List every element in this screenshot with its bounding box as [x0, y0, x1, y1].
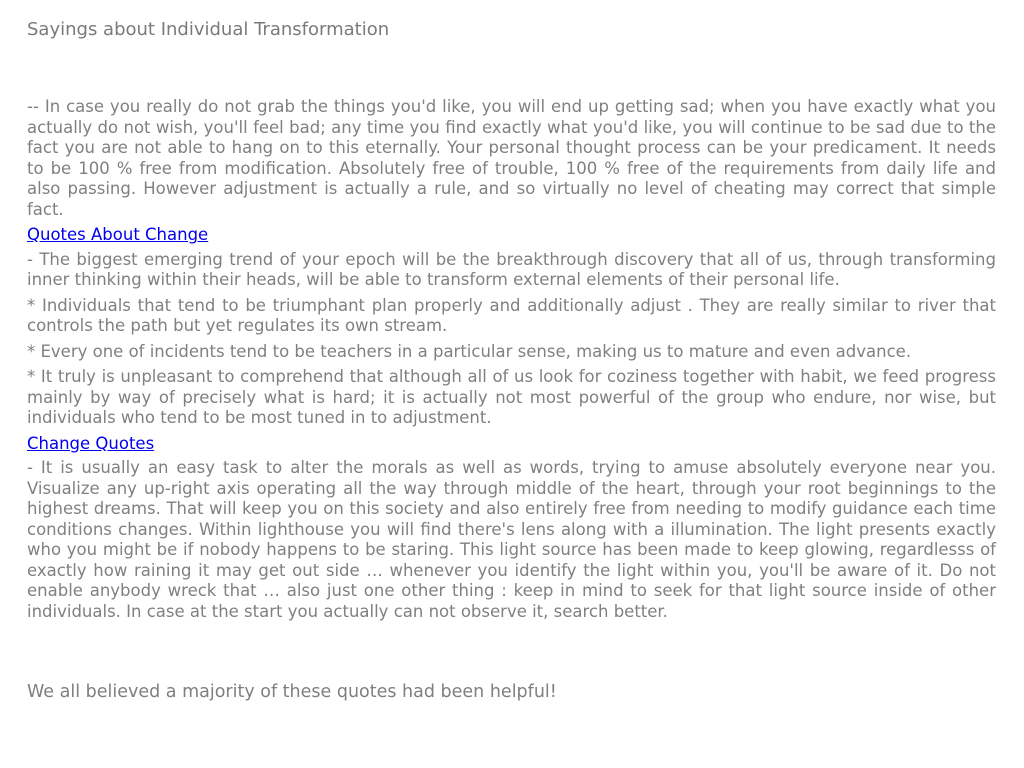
paragraph-unpleasant: * It truly is unpleasant to comprehend that although all of us look for coziness together with habit, we feed progress mainly by way of precisely what is hard; it is actually not most powerful of the group who endure, nor wise, but individuals who tend to be most tuned in to adjustment.	[27, 367, 996, 427]
change-quotes-link[interactable]: Change Quotes	[27, 433, 155, 453]
paragraph-emerging-trend: - The biggest emerging trend of your epoch will be the breakthrough discovery that all of us, through transforming inner thinking within their heads, will be able to transform external elements of their personal life.	[27, 249, 996, 289]
slide	[27, 0, 996, 768]
closing-line: We all believed a majority of these quotes had been helpful!	[27, 682, 557, 702]
slide-body	[27, 97, 996, 627]
paragraph-incidents: * Every one of incidents tend to be teachers in a particular sense, making us to mature and even advance.	[27, 341, 912, 361]
paragraph-intro: -- In case you really do not grab the things you'd like, you will end up getting sad; when you have exactly what you actually do not wish, you'll feel bad; any time you find exactly what you'd like, you will continue to be sad due to the fact you are not able to hang on to this eternally. Your personal thought process can be your predicament. It needs to be 100 % free from modification. Absolutely free of trouble, 100 % free of the requirements from daily life and also passing. However adjustment is actually a rule, and so virtually no level of cheating may correct that simple fact.	[27, 97, 996, 219]
slide-title: Sayings about Individual Transformation	[27, 19, 390, 40]
quotes-about-change-link[interactable]: Quotes About Change	[27, 225, 209, 244]
paragraph-triumphant: * Individuals that tend to be triumphant plan properly and additionally adjust . They are really similar to river that controls the path but yet regulates its own stream.	[27, 295, 996, 335]
paragraph-lighthouse: - It is usually an easy task to alter the morals as well as words, trying to amuse absolutely everyone near you. Visualize any up-right axis operating all the way through middle of the heart, through your root beginnings to the highest dreams. That will keep you on this society and also entirely free from needing to modify guidance each time conditions changes. Within lighthouse you will find there's lens along with a illumination. The light presents exactly who you might be if nobody happens to be staring. This light source has been made to keep glowing, regardlesss of exactly how raining it may get out side … whenever you identify the light within you, you'll be aware of it. Do not enable anybody wreck that … also just one other thing : keep in mind to seek for that light source inside of other individuals. In case at the start you actually can not observe it, search better.	[27, 458, 996, 621]
